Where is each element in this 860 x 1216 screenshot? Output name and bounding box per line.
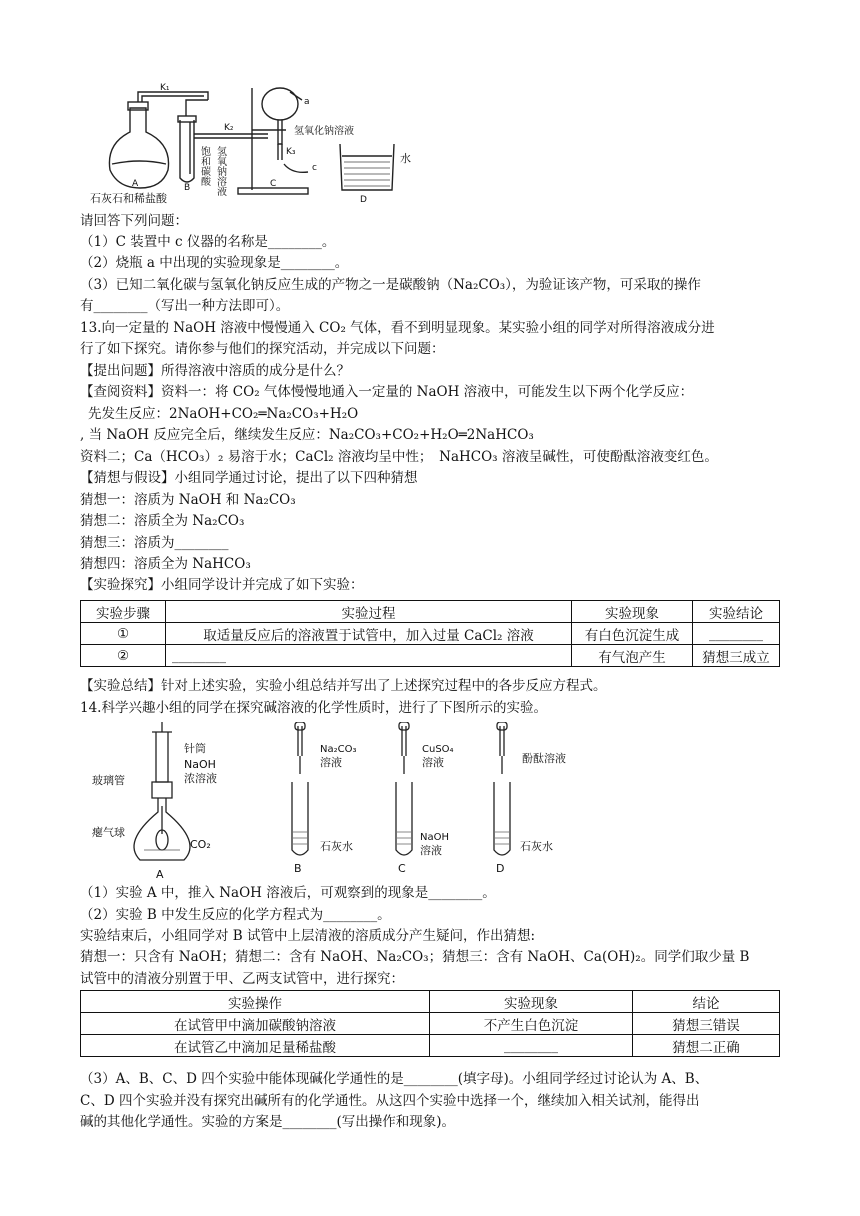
table-row (81, 1013, 780, 1035)
q13-line-2: 行了如下探究。请你参与他们的探究活动，并完成以下问题： (80, 341, 445, 357)
q13-line-12: 猜想四：溶质全为 NaHCO₃ (80, 556, 251, 572)
answer-blank[interactable]: ________ (166, 645, 572, 667)
table-cell: 在试管乙中滴加足量稀盐酸 (81, 1035, 430, 1057)
q13-line-5: 先发生反应：2NaOH+CO₂═Na₂CO₃+H₂O (88, 406, 359, 422)
table-header: 实验过程 (166, 601, 572, 623)
label-sat-carbonate: 饱和碳酸 (198, 146, 210, 186)
label-cuso4: CuSO₄ (422, 744, 454, 755)
table-cell: 取适量反应后的溶液置于试管中，加入过量 CaCl₂ 溶液 (166, 623, 572, 645)
table-cell: 在试管甲中滴加碳酸钠溶液 (81, 1013, 430, 1035)
label-co2: CO₂ (190, 838, 211, 851)
label-solution-c: 溶液 (422, 756, 444, 769)
label-phenolphthalein: 酚酞溶液 (522, 752, 566, 765)
apparatus-figure-2 (92, 722, 592, 882)
label-naoh: NaOH (184, 758, 216, 771)
table-row (81, 645, 780, 667)
table-header-row (81, 601, 780, 623)
q13-line-1: 13.向一定量的 NaOH 溶液中慢慢通入 CO₂ 气体，看不到明显现象。某实验小组的同学对所得溶液成分进 (80, 320, 715, 336)
q14-part-2: （2）实验 B 中发生反应的化学方程式为________。 (80, 907, 391, 923)
table-cell: 有气泡产生 (572, 645, 693, 667)
table-row (81, 623, 780, 645)
q13-line-11: 猜想三：溶质为________ (80, 535, 229, 551)
label-B: B (294, 862, 302, 875)
table-cell: 有白色沉淀生成 (572, 623, 693, 645)
q12-part-1: （1）C 装置中 c 仪器的名称是________。 (80, 234, 336, 250)
q13-line-8: 【猜想与假设】小组同学通过讨论，提出了以下四种猜想 (80, 470, 418, 486)
q14-part-1: （1）实验 A 中，推入 NaOH 溶液后，可观察到的现象是________。 (80, 885, 496, 901)
q12-part-3-a: （3）已知二氧化碳与氢氧化钠反应生成的产物之一是碳酸钠（Na₂CO₃），为验证该产物，可采取的操作 (80, 277, 701, 293)
q14-line-4: 试管中的清液分别置于甲、乙两支试管中，进行探究： (80, 971, 404, 987)
q14-line-2: 实验结束后，小组同学对 B 试管中上层清液的溶质成分产生疑问，作出猜想: (80, 928, 536, 944)
q13-line-4: 【查阅资料】资料一：将 CO₂ 气体慢慢地通入一定量的 NaOH 溶液中，可能发生以下两个化学反应： (80, 384, 694, 400)
label-C: C (270, 179, 277, 189)
answer-blank[interactable]: ________ (693, 623, 780, 645)
q13-line-7: 资料二；Ca（HCO₃）₂ 易溶于水；CaCl₂ 溶液均呈中性； NaHCO₃ 溶液呈碱性，可使酚酞溶液变红色。 (80, 449, 718, 465)
table-cell: ① (81, 623, 166, 645)
table-header: 实验步骤 (81, 601, 166, 623)
table-header: 实验结论 (693, 601, 780, 623)
label-B: B (184, 183, 191, 193)
label-naoh-c: NaOH (420, 832, 449, 843)
answer-blank[interactable]: ________ (430, 1035, 633, 1057)
q13-line-9: 猜想一：溶质为 NaOH 和 Na₂CO₃ (80, 492, 296, 508)
label-syringe: 针筒 (184, 742, 206, 755)
label-limewater-d: 石灰水 (520, 840, 553, 853)
label-k2: K₂ (224, 123, 234, 133)
q13-line-10: 猜想二：溶质全为 Na₂CO₃ (80, 513, 245, 529)
table-header: 实验操作 (81, 991, 430, 1013)
apparatus-figure-1 (88, 82, 448, 207)
label-naoh-solution: 氢氧化钠溶液 (294, 126, 354, 137)
q14-part-3-c: 碱的其他化学通性。实验的方案是________(写出操作和现象)。 (80, 1114, 456, 1130)
label-A: A (156, 868, 164, 881)
q12-part-3-b: 有________（写出一种方法即可）。 (80, 298, 290, 314)
table-cell: 不产生白色沉淀 (430, 1013, 633, 1035)
q13-summary: 【实验总结】针对上述实验，实验小组总结并写出了上述探究过程中的各步反应方程式。 (80, 678, 607, 694)
q12-intro: 请回答下列问题： (80, 213, 188, 229)
table-row (81, 1035, 780, 1057)
q14-experiment-table (80, 990, 780, 1057)
q13-experiment-table (80, 600, 780, 667)
table-cell: ② (81, 645, 166, 667)
label-C: C (398, 862, 406, 875)
label-water: 水 (400, 152, 411, 165)
table-header: 实验现象 (572, 601, 693, 623)
label-naoh-c-sol: 溶液 (420, 844, 442, 857)
label-D: D (360, 195, 367, 205)
label-limewater-b: 石灰水 (320, 840, 353, 853)
q13-line-13: 【实验探究】小组同学设计并完成了如下实验： (80, 577, 364, 593)
q14-part-3-a: （3）A、B、C、D 四个实验中能体现碱化学通性的是________(填字母)。小组同学经过讨论认为 A、B、 (80, 1071, 709, 1087)
label-na2co3: Na₂CO₃ (320, 744, 357, 755)
label-c: c (312, 163, 317, 173)
label-a: a (304, 97, 310, 107)
label-conc: 浓溶液 (184, 772, 217, 785)
table-header: 结论 (633, 991, 780, 1013)
table-header-row (81, 991, 780, 1013)
q13-line-6: , 当 NaOH 反应完全后，继续发生反应：Na₂CO₃+CO₂+H₂O═2NaHCO₃ (80, 427, 534, 443)
label-glass-tube: 玻璃管 (92, 774, 125, 787)
q12-part-2: （2）烧瓶 a 中出现的实验现象是________。 (80, 255, 349, 271)
label-naoh-vertical: 氢氧钠溶液 (214, 146, 226, 196)
label-A: A (132, 179, 139, 189)
label-k3: K₃ (286, 147, 296, 157)
figure-caption: 石灰石和稀盐酸 (90, 192, 167, 205)
table-cell: 猜想三成立 (693, 645, 780, 667)
table-cell: 猜想二正确 (633, 1035, 780, 1057)
label-D: D (496, 862, 505, 875)
label-balloon: 瘪气球 (92, 826, 125, 839)
q14-line-3: 猜想一：只含有 NaOH；猜想二：含有 NaOH、Na₂CO₃；猜想三：含有 NaOH、Ca(OH)₂。同学们取少量 B (80, 949, 750, 965)
table-header: 实验现象 (430, 991, 633, 1013)
label-solution-b: 溶液 (320, 756, 342, 769)
q13-line-3: 【提出问题】所得溶液中溶质的成分是什么？ (80, 363, 350, 379)
q14-part-3-b: C、D 四个实验并没有探究出碱所有的化学通性。从这四个实验中选择一个，继续加入相关试剂，能得出 (80, 1093, 700, 1109)
table-cell: 猜想三错误 (633, 1013, 780, 1035)
q14-line-1: 14.科学兴趣小组的同学在探究碱溶液的化学性质时，进行了下图所示的实验。 (80, 700, 547, 716)
label-k1: K₁ (160, 83, 170, 93)
